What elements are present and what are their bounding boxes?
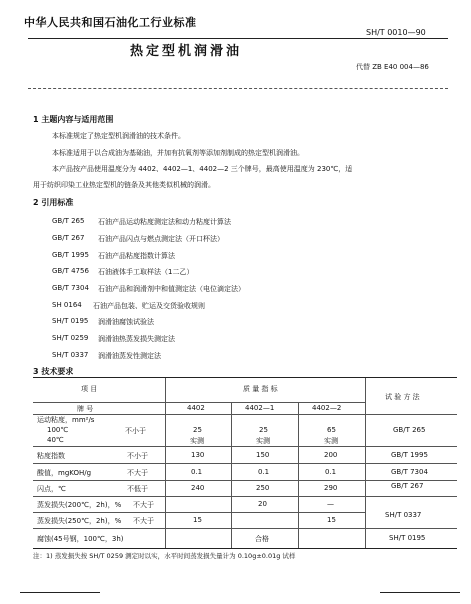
table-rule [33,496,457,497]
table-rule [165,378,166,548]
value-cell: 25 [259,426,268,434]
grade-4402-2: 4402—2 [312,404,342,412]
ref-code: GB/T 265 [52,217,85,225]
row-label: 100℃ [47,426,69,434]
table-rule [33,512,365,513]
table-rule [231,402,232,548]
row-label: 蒸发损失(250℃，2h)，% [37,517,122,525]
section-1-para: 本产品按产品使用温度分为 4402、4402—1、4402—2 三个牌号，最高使用温度为 230℃，适 [52,165,353,173]
row-condition: 不大于 [133,501,154,509]
value-cell: 15 [193,516,202,524]
grade-4402-1: 4402—1 [245,404,275,412]
value-cell: 290 [324,484,338,492]
value-cell: 实测 [256,437,270,445]
table-rule [33,446,457,447]
header-quality: 质 量 指 标 [243,385,278,393]
header-grade: 牌 号 [77,405,94,413]
row-label: 40℃ [47,436,64,444]
ref-title: 石油产品和润滑剂中和值测定法（电位滴定法） [98,285,245,293]
row-condition: 不大于 [133,517,154,525]
table-rule [33,402,365,403]
value-cell: 150 [256,451,270,459]
table-rule [33,480,457,481]
row-label: 腐蚀(45号钢，100℃，3h) [37,535,124,543]
ref-code: GB/T 1995 [52,251,89,259]
table-rule [365,378,366,548]
ref-title: 石油液体手工取样法（1二乙） [98,268,194,276]
section-2-heading: 2 引用标准 [33,198,74,207]
ref-code: SH/T 0195 [52,317,89,325]
ref-title: 石油产品运动粘度测定法和动力粘度计算法 [98,218,231,226]
value-cell: 25 [193,426,202,434]
method-cell: GB/T 267 [391,482,424,490]
section-1-para: 用于纺织印染工业热定型机的链条及其他类似机械的润滑。 [33,181,215,189]
footer-rule [380,592,460,593]
value-cell: 250 [256,484,270,492]
value-cell: 实测 [190,437,204,445]
replace-note: 代替 ZB E40 004—86 [356,63,429,71]
row-label: 运动粘度，mm²/s [37,416,95,424]
table-rule [33,528,457,529]
value-cell: 130 [191,451,205,459]
row-label: 蒸发损失(200℃，2h)，% [37,501,122,509]
header-rule [28,38,448,39]
value-cell: 合格 [255,535,269,543]
ref-title: 润滑油热蒸发损失测定法 [98,335,175,343]
ref-code: GB/T 4756 [52,267,89,275]
section-1-heading: 1 主题内容与适用范围 [33,115,114,124]
row-label: 闪点，℃ [37,485,66,493]
value-cell: 0.1 [191,468,203,476]
method-cell: GB/T 7304 [391,468,428,476]
ref-code: SH/T 0259 [52,334,89,342]
row-condition: 不低于 [127,485,148,493]
section-3-heading: 3 技术要求 [33,367,74,376]
document-title: 热定型机润滑油 [130,44,243,59]
ref-title: 润滑油腐蚀试验法 [98,318,154,326]
ref-title: 石油产品粘度指数计算法 [98,252,175,260]
ref-title: 石油产品包装、贮运及交货验收规则 [93,302,205,310]
header-method: 试 验 方 法 [385,393,420,401]
value-cell: 240 [191,484,205,492]
header-item: 项 目 [81,385,98,393]
ref-code: GB/T 7304 [52,284,89,292]
value-cell: 0.1 [258,468,270,476]
footer-rule [20,592,100,593]
row-condition: 不小于 [127,452,148,460]
row-label: 酸值，mgKOH/g [37,469,92,477]
method-cell: GB/T 265 [393,426,426,434]
method-cell: SH/T 0195 [389,534,426,542]
standard-org-title: 中华人民共和国石油化工行业标准 [24,16,197,29]
ref-code: SH 0164 [52,301,82,309]
table-note: 注：1) 蒸发损失按 SH/T 0259 测定时以实，水平时间蒸发损失量计为 0.10g±0.01g 试样 [33,552,296,560]
value-cell: 实测 [324,437,338,445]
row-condition: 不大于 [127,469,148,477]
value-cell: 20 [258,500,267,508]
spec-table [33,377,457,549]
ref-title: 石油产品闪点与燃点测定法（开口杯法） [98,235,224,243]
table-rule [298,402,299,548]
section-1-para: 本标准规定了热定型机润滑油的技术条件。 [52,132,185,140]
table-rule [33,414,457,415]
value-cell: 15 [327,516,336,524]
table-rule [33,463,457,464]
method-cell: SH/T 0337 [385,511,422,519]
title-rule [28,88,448,89]
grade-4402: 4402 [187,404,205,412]
value-cell: 200 [324,451,338,459]
ref-code: GB/T 267 [52,234,85,242]
ref-code: SH/T 0337 [52,351,89,359]
ref-title: 润滑油蒸发性测定法 [98,352,161,360]
value-cell: — [327,500,334,508]
standard-code: SH/T 0010—90 [366,28,426,37]
row-condition: 不小于 [125,427,146,435]
row-label: 粘度指数 [37,452,65,460]
section-1-para: 本标准适用于以合成油为基础油，并加有抗氧剂等添加剂制成的热定型机润滑油。 [52,149,304,157]
value-cell: 0.1 [325,468,337,476]
method-cell: GB/T 1995 [391,451,428,459]
value-cell: 65 [327,426,336,434]
